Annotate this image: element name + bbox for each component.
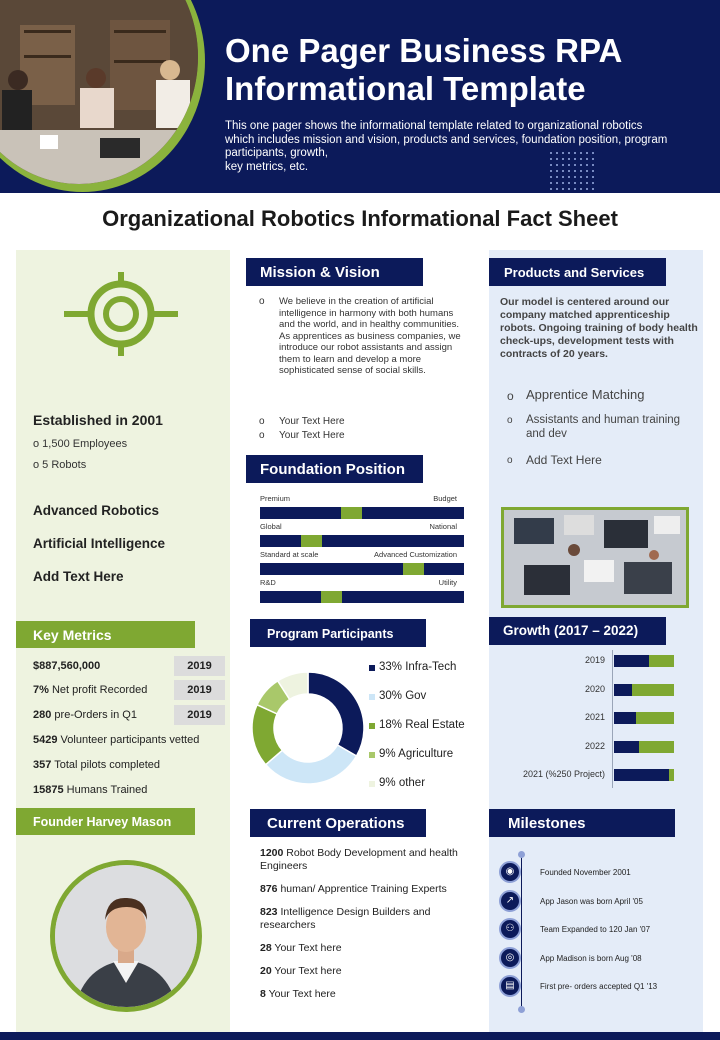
mission-extra-2: Your Text Here: [279, 430, 345, 441]
milestone-label: Team Expanded to 120 Jan '07: [540, 925, 651, 934]
operation-text: Your Text here: [271, 965, 342, 977]
user-icon: ◎: [499, 947, 521, 969]
milestone-timeline: [521, 855, 522, 1010]
product-bullet-1: o: [507, 389, 514, 403]
operation-item: [260, 847, 465, 873]
product-item-1: Apprentice Matching: [526, 387, 645, 402]
main-description: [225, 120, 675, 174]
operations-header: Current Operations: [250, 809, 426, 837]
legend-swatch: [369, 694, 375, 700]
legend-swatch: [369, 752, 375, 758]
dot-pattern: [548, 150, 594, 190]
position-right-label: Budget: [433, 494, 457, 503]
metric-value: 280: [33, 709, 52, 721]
metric-year: 2019: [174, 705, 225, 725]
operation-item: [260, 965, 465, 978]
timeline-start-dot: [518, 851, 525, 858]
mission-extra-1: Your Text Here: [279, 416, 345, 427]
growth-bar-navy: [614, 769, 669, 781]
operation-text: Your Text here: [271, 942, 342, 954]
position-left-label: Premium: [260, 494, 291, 503]
description-tail: key metrics, etc.: [225, 160, 309, 173]
metric-text: Net profit Recorded: [48, 684, 148, 696]
operation-value: 8: [260, 988, 266, 1000]
position-left-label: Standard at scale: [260, 550, 319, 559]
growth-bar-green: [632, 684, 674, 696]
main-title: One Pager Business RPA Informational Template: [225, 32, 622, 107]
operation-text: Intelligence Design Builders and researchers: [260, 906, 431, 931]
metric-value: 15875: [33, 784, 64, 796]
position-bar: [260, 563, 464, 575]
growth-category-label: 2019: [584, 655, 605, 665]
milestones-header: Milestones: [489, 809, 675, 837]
operation-value: 823: [260, 906, 278, 918]
operation-value: 20: [260, 965, 272, 977]
legend-swatch: [369, 665, 375, 671]
metric-year: 2019: [174, 680, 225, 700]
growth-category-label: 2021: [584, 712, 605, 723]
operation-text: Robot Body Development and health Engineers: [260, 847, 458, 872]
operation-text: Your Text here: [265, 988, 336, 1000]
growth-bar-green: [636, 712, 674, 724]
growth-bar-green: [649, 655, 674, 667]
rocket-icon: ↗: [499, 890, 521, 912]
mission-text: We believe in the creation of artificial intelligence in harmony with both humans and the world, and in healthy communities. As apprentices as business companies, we introduce our robot assistants and assign them to learn and develop a more sophisticated sense of social skills.: [279, 296, 461, 376]
page-subtitle: Organizational Robotics Informational Fact Sheet: [102, 206, 618, 231]
legend-label: 9% Agriculture: [379, 748, 454, 760]
description-text: This one pager shows the informational template related to organizational robotics which includes mission and vision, products and services, foundation position, program participants, growth,: [225, 120, 668, 159]
position-bar: [260, 507, 464, 519]
mission-extra-bullet-2: o: [259, 430, 265, 441]
fact-robots: o 5 Robots: [33, 459, 87, 471]
growth-header: Growth (2017 – 2022): [489, 617, 666, 645]
founder-photo-ring: [50, 860, 202, 1012]
growth-bar-navy: [614, 712, 636, 724]
participants-donut: [248, 668, 368, 788]
position-marker: [301, 535, 322, 547]
established-label: Established in 2001: [33, 412, 163, 428]
metric-value: 357: [33, 759, 52, 771]
metric-volunteers: [33, 730, 225, 750]
legend-swatch: [369, 723, 375, 729]
legend-label: 33% Infra-Tech: [379, 661, 457, 673]
growth-bar-green: [639, 741, 674, 753]
operation-value: 28: [260, 942, 272, 954]
position-bar: [260, 535, 464, 547]
document-icon: ▤: [499, 975, 521, 997]
products-text: Our model is centered around our company matched apprenticeship robots. Ongoing training of body health check-ups, development tests with contracts of 20 years.: [500, 296, 698, 360]
header-photo-ring: [0, 0, 205, 192]
donut-slice-infra-tech: [308, 672, 364, 756]
timeline-end-dot: [518, 1006, 525, 1013]
product-bullet-2: o: [507, 415, 513, 426]
growth-axis: [612, 650, 613, 788]
position-right-label: National: [429, 522, 457, 531]
metric-year: 2019: [174, 656, 225, 676]
footer-bar: [0, 1032, 720, 1040]
founder-header: Founder Harvey Mason: [16, 808, 195, 835]
metric-humans: [33, 780, 225, 800]
position-marker: [403, 563, 424, 575]
location-icon: ◉: [499, 861, 521, 883]
operation-item: [260, 988, 465, 1001]
area-ai: Artificial Intelligence: [33, 536, 166, 551]
operation-item: [260, 906, 465, 932]
position-right-label: Advanced Customization: [374, 550, 457, 559]
operation-value: 1200: [260, 847, 284, 859]
area-robotics: Advanced Robotics: [33, 503, 160, 518]
metric-value: $887,560,000: [33, 660, 101, 672]
metric-text: Volunteer participants vetted: [57, 734, 200, 746]
product-item-3: Add Text Here: [526, 453, 602, 467]
operation-text: human/ Apprentice Training Experts: [277, 883, 447, 895]
metric-text: Total pilots completed: [51, 759, 160, 771]
milestone-label: App Jason was born April '05: [540, 896, 643, 906]
milestone-label: Founded November 2001: [540, 868, 631, 877]
growth-category-label: 2021 (%250 Project): [522, 769, 605, 780]
metric-text: pre-Orders in Q1: [51, 709, 137, 721]
growth-bar-navy: [614, 741, 639, 753]
legend-label: 9% other: [379, 777, 426, 789]
product-bullet-3: o: [507, 455, 513, 466]
product-item-2: Assistants and human training and dev: [526, 414, 681, 440]
key-metrics-header: Key Metrics: [16, 621, 195, 648]
position-left-label: Global: [260, 522, 282, 531]
metric-pilots: [33, 755, 225, 775]
operation-item: [260, 883, 465, 896]
operation-item: [260, 942, 465, 955]
founder-photo: [55, 865, 197, 1007]
mission-extra-bullet-1: o: [259, 416, 265, 427]
metric-preorders: [33, 705, 225, 725]
team-icon: ⚇: [499, 918, 521, 940]
growth-category-label: 2022: [584, 740, 605, 751]
mission-header: Mission & Vision: [246, 258, 423, 286]
position-bar: [260, 591, 464, 603]
metric-value: 7%: [33, 684, 49, 696]
growth-bar-navy: [614, 684, 632, 696]
header-banner: [0, 0, 720, 193]
workspace-photo: [501, 507, 689, 608]
metric-text: Humans Trained: [63, 784, 148, 796]
position-marker: [321, 591, 342, 603]
position-right-label: Utility: [438, 578, 457, 587]
growth-bar-navy: [614, 655, 649, 667]
position-left-label: R&D: [260, 578, 276, 587]
milestone-label: App Madison is born Aug '08: [540, 953, 642, 963]
operation-value: 876: [260, 883, 278, 895]
participants-header: Program Participants: [250, 619, 426, 647]
metric-revenue: [33, 656, 225, 676]
legend-label: 30% Gov: [379, 690, 427, 702]
metric-profit: [33, 680, 225, 700]
meeting-photo: [0, 0, 198, 184]
milestone-label: First pre- orders accepted Q1 '13: [540, 982, 658, 991]
fact-employees: o 1,500 Employees: [33, 438, 128, 450]
products-header: Products and Services: [489, 258, 666, 286]
target-icon: [62, 270, 180, 358]
growth-category-label: 2020: [584, 683, 605, 694]
legend-swatch: [369, 781, 375, 787]
foundation-header: Foundation Position: [246, 455, 423, 483]
position-marker: [341, 507, 362, 519]
area-add-text: Add Text Here: [33, 569, 124, 584]
growth-bar-green: [669, 769, 674, 781]
mission-bullet: o: [259, 296, 265, 307]
legend-label: 18% Real Estate: [379, 719, 465, 731]
metric-value: 5429: [33, 734, 58, 746]
